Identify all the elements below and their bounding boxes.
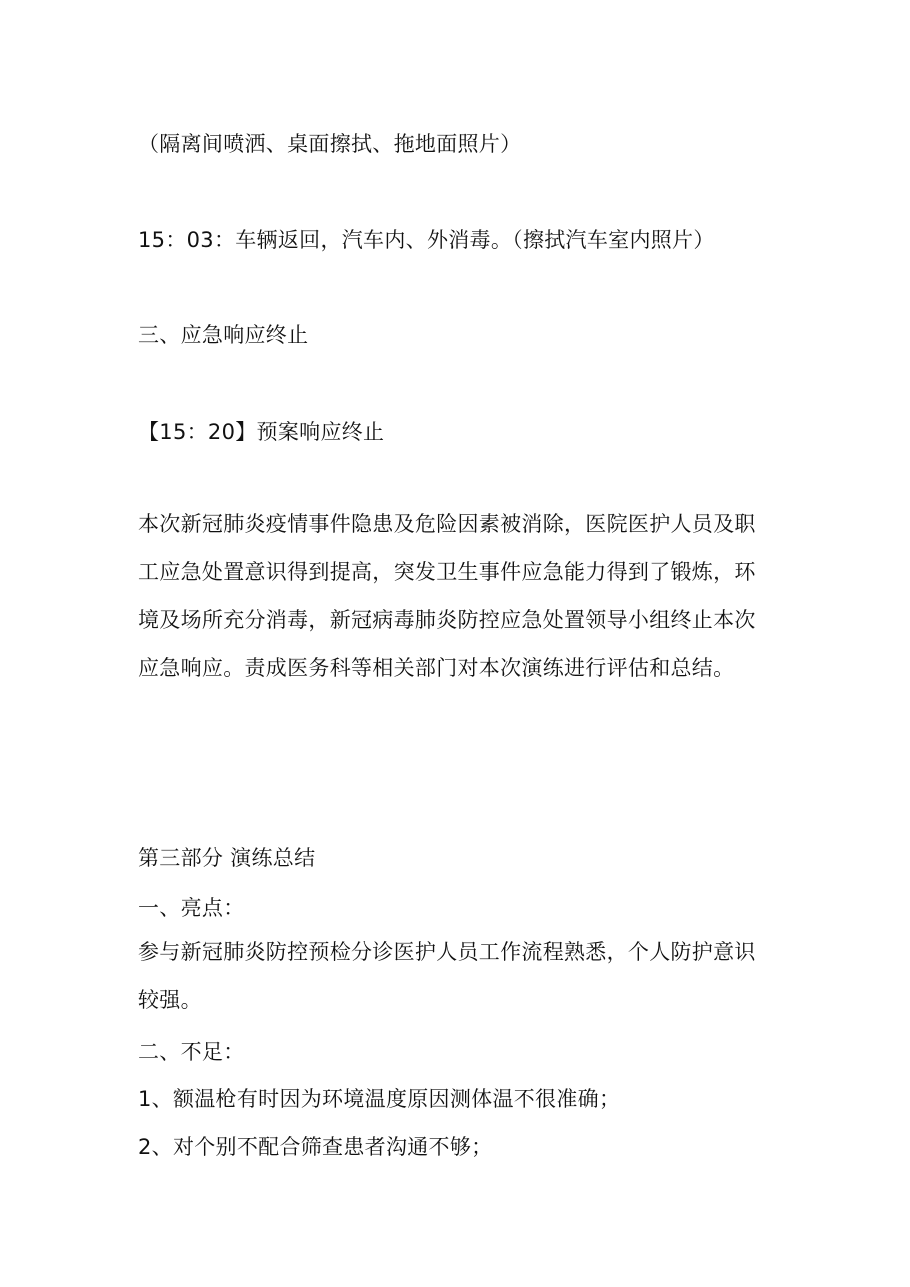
termination-timestamp: 【15：20】预案响应终止: [138, 420, 385, 444]
vehicle-disinfection-step: 15：03：车辆返回，汽车内、外消毒。（擦拭汽车室内照片）: [138, 228, 715, 252]
photo-note: （隔离间喷洒、桌面擦拭、拖地面照片）: [138, 132, 522, 156]
paragraph-line: 境及场所充分消毒，新冠病毒肺炎防控应急处置领导小组终止本次: [138, 608, 756, 632]
highlights-paragraph: [138, 928, 778, 1024]
paragraph-line: 工应急处置意识得到提高，突发卫生事件应急能力得到了锻炼，环: [138, 560, 756, 584]
part-three-title: 第三部分 演练总结: [138, 846, 316, 870]
termination-paragraph: [138, 500, 778, 692]
paragraph-line: 本次新冠肺炎疫情事件隐患及危险因素被消除，医院医护人员及职: [138, 512, 756, 536]
section-heading-termination: 三、应急响应终止: [138, 323, 309, 347]
shortcomings-heading: 二、不足：: [138, 1040, 245, 1064]
paragraph-line: 应急响应。责成医务科等相关部门对本次演练进行评估和总结。: [138, 656, 735, 680]
shortcoming-item: 1、额温枪有时因为环境温度原因测体温不很准确；: [138, 1087, 621, 1111]
paragraph-line: 参与新冠肺炎防控预检分诊医护人员工作流程熟悉，个人防护意识: [138, 940, 756, 964]
highlights-heading: 一、亮点：: [138, 896, 245, 920]
paragraph-line: 较强。: [138, 988, 202, 1012]
shortcoming-item: 2、对个别不配合筛查患者沟通不够；: [138, 1135, 493, 1159]
